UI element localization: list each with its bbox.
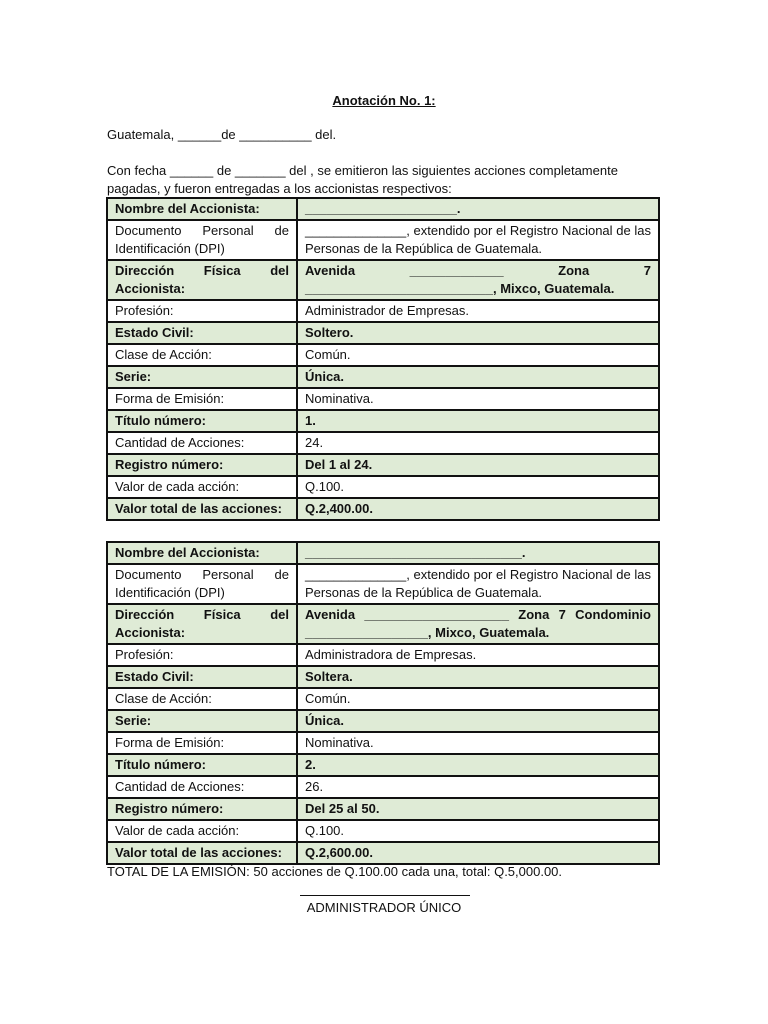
table-row [107, 798, 659, 820]
row-label: Registro número: [107, 454, 297, 476]
table-row [107, 260, 659, 300]
intro-paragraph: Con fecha ______ de _______ del , se emitieron las siguientes acciones completamente pagadas, y fueron entregadas a los accionistas respectivos: [107, 163, 618, 196]
row-label: Título número: [107, 410, 297, 432]
table-row [107, 432, 659, 454]
row-value: Única. [297, 710, 659, 732]
row-value: Soltero. [297, 322, 659, 344]
table-row [107, 754, 659, 776]
row-label: Estado Civil: [107, 322, 297, 344]
table-row [107, 366, 659, 388]
table-row [107, 820, 659, 842]
signature-line [300, 895, 470, 896]
signature-label: ADMINISTRADOR ÚNICO [306, 900, 462, 915]
row-label: Forma de Emisión: [107, 388, 297, 410]
row-value: _____________________. [297, 198, 659, 220]
row-label: Valor total de las acciones: [107, 498, 297, 520]
table-row [107, 542, 659, 564]
row-label: Estado Civil: [107, 666, 297, 688]
row-value: Única. [297, 366, 659, 388]
row-label: Título número: [107, 754, 297, 776]
row-value: Q.2,400.00. [297, 498, 659, 520]
row-value: 24. [297, 432, 659, 454]
row-value: Común. [297, 688, 659, 710]
row-label: Serie: [107, 710, 297, 732]
row-label: Profesión: [107, 300, 297, 322]
table-row [107, 454, 659, 476]
row-label: Cantidad de Acciones: [107, 776, 297, 798]
table-row [107, 688, 659, 710]
row-value: Administradora de Empresas. [297, 644, 659, 666]
row-value: Q.100. [297, 820, 659, 842]
table-row [107, 732, 659, 754]
table-row [107, 564, 659, 604]
row-label: Valor de cada acción: [107, 476, 297, 498]
row-label: Valor de cada acción: [107, 820, 297, 842]
row-value: Del 25 al 50. [297, 798, 659, 820]
row-value: Soltera. [297, 666, 659, 688]
row-label: Dirección Física del Accionista: [107, 604, 297, 644]
table-row [107, 710, 659, 732]
table-row [107, 322, 659, 344]
row-value: Del 1 al 24. [297, 454, 659, 476]
shareholder-table-2 [106, 541, 660, 865]
row-label: Documento Personal de Identificación (DPI) [107, 220, 297, 260]
row-label: Dirección Física del Accionista: [107, 260, 297, 300]
row-value: Avenida _____________ Zona 7 __________________________, Mixco, Guatemala. [297, 260, 659, 300]
table-row [107, 776, 659, 798]
table-row [107, 220, 659, 260]
date-line: Guatemala, ______de __________ del. [107, 127, 337, 142]
row-value: 1. [297, 410, 659, 432]
row-label: Forma de Emisión: [107, 732, 297, 754]
table-row [107, 388, 659, 410]
table-row [107, 644, 659, 666]
table-row [107, 498, 659, 520]
row-label: Registro número: [107, 798, 297, 820]
row-value: ______________________________. [297, 542, 659, 564]
row-label: Valor total de las acciones: [107, 842, 297, 864]
page-title: Anotación No. 1: [332, 93, 436, 108]
row-value: Avenida ____________________ Zona 7 Condominio _________________, Mixco, Guatemala. [297, 604, 659, 644]
table-row [107, 842, 659, 864]
row-label: Documento Personal de Identificación (DPI) [107, 564, 297, 604]
total-issue-line: TOTAL DE LA EMISIÓN: 50 acciones de Q.100.00 cada una, total: Q.5,000.00. [107, 864, 563, 879]
table-row [107, 604, 659, 644]
table-row [107, 198, 659, 220]
row-label: Clase de Acción: [107, 344, 297, 366]
row-label: Nombre del Accionista: [107, 542, 297, 564]
row-value: Q.2,600.00. [297, 842, 659, 864]
table-row [107, 300, 659, 322]
table-row [107, 344, 659, 366]
row-value: Q.100. [297, 476, 659, 498]
row-label: Profesión: [107, 644, 297, 666]
row-label: Clase de Acción: [107, 688, 297, 710]
row-label: Cantidad de Acciones: [107, 432, 297, 454]
row-label: Serie: [107, 366, 297, 388]
row-value: Nominativa. [297, 732, 659, 754]
row-value: Administrador de Empresas. [297, 300, 659, 322]
row-value: ______________, extendido por el Registro Nacional de las Personas de la República de Guatemala. [297, 220, 659, 260]
table-row [107, 476, 659, 498]
row-value: 2. [297, 754, 659, 776]
table-row [107, 666, 659, 688]
row-value: Nominativa. [297, 388, 659, 410]
table-row [107, 410, 659, 432]
row-value: 26. [297, 776, 659, 798]
row-label: Nombre del Accionista: [107, 198, 297, 220]
row-value: Común. [297, 344, 659, 366]
shareholder-table-1 [106, 197, 660, 521]
row-value: ______________, extendido por el Registro Nacional de las Personas de la República de Guatemala. [297, 564, 659, 604]
